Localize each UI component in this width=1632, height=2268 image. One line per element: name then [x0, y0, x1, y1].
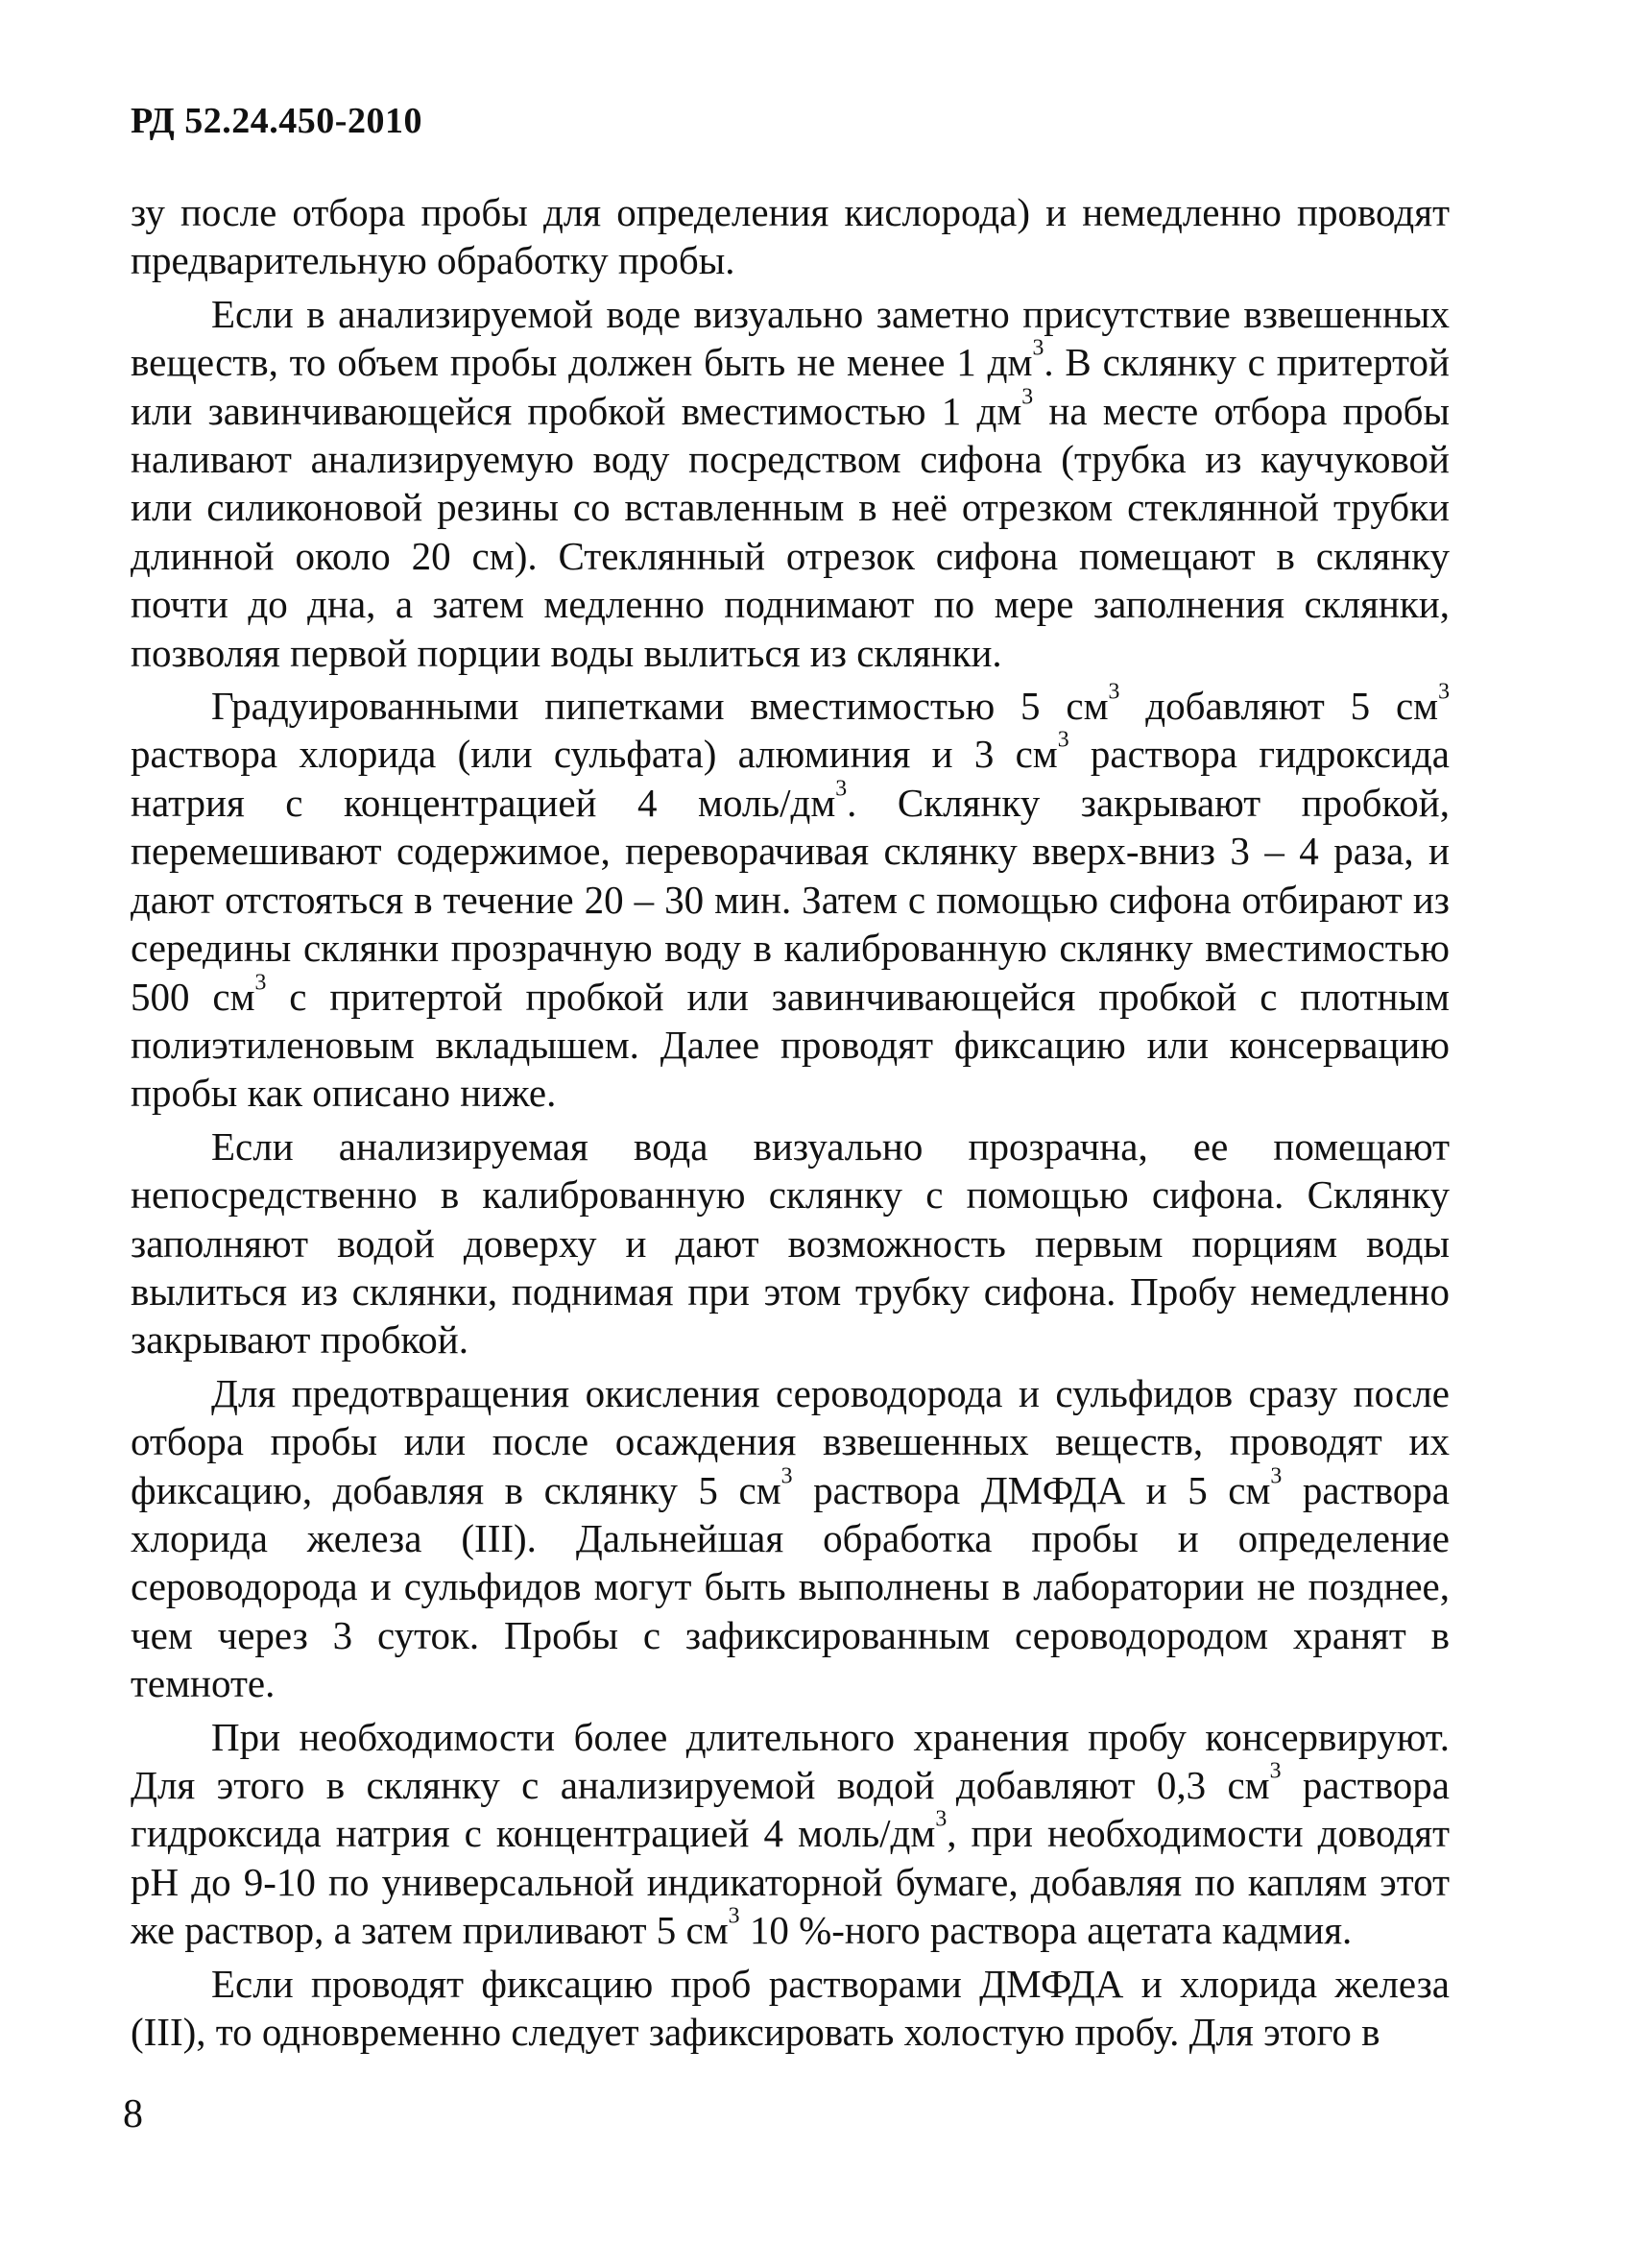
superscript-exponent: 3: [1438, 679, 1450, 705]
text-run: Для предотвращения окисления сероводорода и сульфидов сразу после отбора пробы или после осаждения взвешенных веществ, проводят их фиксацию, добавляя в склянку 5 см: [131, 1370, 1450, 1512]
superscript-exponent: 3: [935, 1807, 948, 1833]
superscript-exponent: 3: [254, 970, 267, 996]
superscript-exponent: 3: [1021, 384, 1034, 410]
text-run: При необходимости более длительного хранения пробу консервируют. Для этого в склянку с анализируемой водой добавляют 0,3 см: [131, 1714, 1450, 1807]
superscript-exponent: 3: [780, 1463, 793, 1489]
text-run: раствора гидроксида натрия с концентрацией 4 моль/дм: [131, 732, 1450, 825]
superscript-exponent: 3: [1108, 679, 1120, 705]
paragraph-continuation: [131, 188, 1450, 285]
text-run: раствора хлорида (или сульфата) алюминия и 3 см: [131, 732, 1058, 777]
paragraph-blank-sample: [131, 1960, 1450, 2057]
text-run: раствора гидроксида натрия с концентрацией 4 моль/дм: [131, 1763, 1450, 1856]
page-number: 8: [123, 2092, 143, 2136]
paragraph-fixation: [131, 1369, 1450, 1708]
paragraph-suspended-solids: [131, 290, 1450, 677]
text-run: . Склянку закрывают пробкой, перемешивают содержимое, переворачивая склянку вверх-вниз 3 – 4 раза, и дают отстояться в течение 20 – 30 мин. Затем с помощью сифона отбирают из середины склянки прозрачную воду в калиброванную склянку вместимостью 500 см: [131, 780, 1450, 1019]
superscript-exponent: 3: [835, 776, 848, 802]
superscript-exponent: 3: [1032, 335, 1044, 361]
text-run: добавляют 5 см: [1119, 684, 1439, 729]
text-run: Если проводят фиксацию проб растворами ДМФДА и хлорида железа (III), то одновременно следует зафиксировать холостую пробу. Для этого в: [131, 1961, 1450, 2055]
text-run: на месте отбора пробы наливают анализируемую воду посредством сифона (трубка из каучуковой или силиконовой резины со вставленным в неё отрезком стеклянной трубки длинной около 20 см). Стеклянный отрезок сифона помещают в склянку почти до дна, а затем медленно поднимают по мере заполнения склянки, позволяя первой порции воды вылиться из склянки.: [131, 388, 1450, 675]
paragraph-preservation: [131, 1713, 1450, 1955]
text-run: . В склянку с притертой или завинчивающейся пробкой вместимостью 1 дм: [131, 340, 1450, 433]
superscript-exponent: 3: [1270, 1463, 1283, 1489]
text-run: 10 %-ного раствора ацетата кадмия.: [739, 1908, 1353, 1953]
text-run: зу после отбора пробы для определения кислорода) и немедленно проводят предварительную обработку пробы.: [131, 190, 1450, 283]
text-run: Если в анализируемой воде визуально заметно присутствие взвешенных веществ, то объем пробы должен быть не менее 1 дм: [131, 291, 1450, 385]
text-run: с притертой пробкой или завинчивающейся пробкой с плотным полиэтиленовым вкладышем. Далее проводят фиксацию или консервацию пробы как описано ниже.: [131, 974, 1450, 1116]
superscript-exponent: 3: [1057, 728, 1069, 754]
text-run: Градуированными пипетками вместимостью 5 см: [211, 684, 1109, 729]
text-run: раствора ДМФДА и 5 см: [792, 1467, 1271, 1512]
paragraph-reagent-addition: [131, 679, 1450, 1118]
text-run: , при необходимости доводят pH до 9-10 по универсальной индикаторной бумаге, добавляя по каплям этот же раствор, а затем приливают 5 см: [131, 1811, 1451, 1953]
body-text: [131, 188, 1450, 2056]
superscript-exponent: 3: [1269, 1758, 1282, 1784]
paragraph-clear-water: [131, 1122, 1450, 1364]
superscript-exponent: 3: [728, 1903, 740, 1929]
document-id-header: РД 52.24.450-2010: [131, 101, 422, 141]
text-run: раствора хлорида железа (III). Дальнейшая обработка пробы и определение сероводорода и сульфидов могут быть выполнены в лаборатории не позднее, чем через 3 суток. Пробы с зафиксированным сероводородом хранят в темноте.: [131, 1467, 1450, 1706]
text-run: Если анализируемая вода визуально прозрачна, ее помещают непосредственно в калиброванную склянку с помощью сифона. Склянку заполняют водой доверху и дают возможность первым порциям воды вылиться из склянки, поднимая при этом трубку сифона. Пробу немедленно закрывают пробкой.: [131, 1123, 1450, 1363]
